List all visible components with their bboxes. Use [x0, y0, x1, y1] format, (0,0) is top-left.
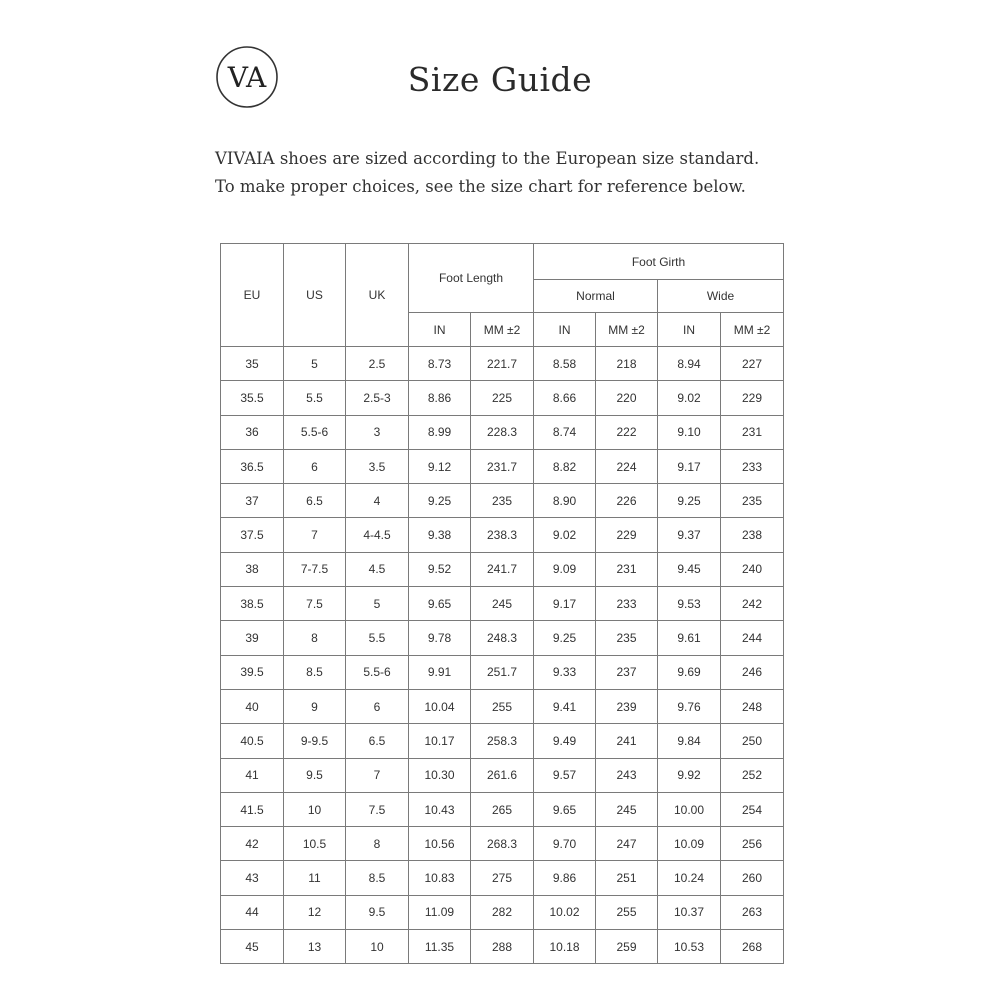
- cell-normal-in: 8.58: [534, 347, 596, 381]
- header-normal: Normal: [534, 280, 658, 313]
- cell-length-in: 8.73: [409, 347, 471, 381]
- table-row: [221, 415, 784, 449]
- cell-length-in: 9.25: [409, 484, 471, 518]
- cell-wide-in: 10.09: [658, 827, 721, 861]
- cell-normal-mm: 218: [596, 347, 658, 381]
- cell-length-in: 9.78: [409, 621, 471, 655]
- page-title: Size Guide: [407, 60, 593, 99]
- cell-length-mm: 225: [471, 381, 534, 415]
- cell-uk: 6.5: [346, 724, 409, 758]
- cell-wide-mm: 260: [721, 861, 784, 895]
- header-us: US: [284, 244, 346, 347]
- cell-normal-mm: 247: [596, 827, 658, 861]
- table-row: [221, 552, 784, 586]
- cell-eu: 35.5: [221, 381, 284, 415]
- cell-uk: 4: [346, 484, 409, 518]
- cell-normal-in: 9.09: [534, 552, 596, 586]
- cell-normal-in: 9.17: [534, 587, 596, 621]
- cell-length-in: 9.65: [409, 587, 471, 621]
- cell-length-in: 8.99: [409, 415, 471, 449]
- cell-normal-in: 9.49: [534, 724, 596, 758]
- cell-length-in: 11.09: [409, 895, 471, 929]
- size-chart-table: [220, 243, 784, 964]
- header-wide-in: IN: [658, 313, 721, 347]
- cell-eu: 36.5: [221, 449, 284, 483]
- cell-eu: 36: [221, 415, 284, 449]
- cell-normal-in: 10.02: [534, 895, 596, 929]
- table-row: [221, 381, 784, 415]
- cell-length-in: 9.91: [409, 655, 471, 689]
- cell-normal-in: 9.70: [534, 827, 596, 861]
- intro-text: [215, 145, 815, 201]
- cell-eu: 44: [221, 895, 284, 929]
- table-row: [221, 895, 784, 929]
- cell-normal-mm: 235: [596, 621, 658, 655]
- cell-normal-mm: 239: [596, 689, 658, 723]
- cell-length-in: 10.56: [409, 827, 471, 861]
- cell-uk: 8.5: [346, 861, 409, 895]
- cell-uk: 3: [346, 415, 409, 449]
- cell-eu: 35: [221, 347, 284, 381]
- table-row: [221, 518, 784, 552]
- cell-us: 12: [284, 895, 346, 929]
- cell-length-in: 10.30: [409, 758, 471, 792]
- cell-wide-mm: 231: [721, 415, 784, 449]
- cell-us: 10: [284, 792, 346, 826]
- vivaia-monogram-icon: [215, 45, 279, 109]
- table-row: [221, 484, 784, 518]
- cell-normal-in: 9.25: [534, 621, 596, 655]
- cell-wide-mm: 268: [721, 930, 784, 964]
- cell-wide-mm: 248: [721, 689, 784, 723]
- cell-normal-mm: 245: [596, 792, 658, 826]
- cell-wide-mm: 233: [721, 449, 784, 483]
- cell-uk: 2.5: [346, 347, 409, 381]
- cell-wide-mm: 256: [721, 827, 784, 861]
- cell-us: 10.5: [284, 827, 346, 861]
- cell-eu: 40: [221, 689, 284, 723]
- cell-wide-mm: 240: [721, 552, 784, 586]
- cell-normal-in: 8.74: [534, 415, 596, 449]
- cell-uk: 7.5: [346, 792, 409, 826]
- header-foot-length: Foot Length: [409, 244, 534, 313]
- cell-length-mm: 258.3: [471, 724, 534, 758]
- header-eu: EU: [221, 244, 284, 347]
- table-row: [221, 655, 784, 689]
- table-row: [221, 347, 784, 381]
- header-length-mm: MM ±2: [471, 313, 534, 347]
- cell-wide-in: 10.53: [658, 930, 721, 964]
- cell-eu: 37.5: [221, 518, 284, 552]
- cell-wide-in: 8.94: [658, 347, 721, 381]
- cell-normal-in: 9.65: [534, 792, 596, 826]
- cell-eu: 41.5: [221, 792, 284, 826]
- cell-wide-mm: 254: [721, 792, 784, 826]
- cell-length-in: 9.38: [409, 518, 471, 552]
- cell-eu: 38.5: [221, 587, 284, 621]
- table-row: [221, 827, 784, 861]
- cell-normal-in: 10.18: [534, 930, 596, 964]
- cell-us: 5.5: [284, 381, 346, 415]
- cell-wide-mm: 238: [721, 518, 784, 552]
- cell-normal-mm: 243: [596, 758, 658, 792]
- cell-wide-in: 9.17: [658, 449, 721, 483]
- cell-eu: 43: [221, 861, 284, 895]
- logo-text: VA: [227, 61, 267, 94]
- cell-length-mm: 221.7: [471, 347, 534, 381]
- header-wide-mm: MM ±2: [721, 313, 784, 347]
- cell-normal-mm: 231: [596, 552, 658, 586]
- cell-wide-mm: 235: [721, 484, 784, 518]
- cell-uk: 9.5: [346, 895, 409, 929]
- cell-normal-mm: 259: [596, 930, 658, 964]
- header-normal-mm: MM ±2: [596, 313, 658, 347]
- cell-us: 8.5: [284, 655, 346, 689]
- cell-uk: 5: [346, 587, 409, 621]
- cell-eu: 41: [221, 758, 284, 792]
- cell-length-mm: 228.3: [471, 415, 534, 449]
- cell-wide-in: 9.45: [658, 552, 721, 586]
- cell-length-mm: 235: [471, 484, 534, 518]
- cell-wide-in: 10.24: [658, 861, 721, 895]
- cell-normal-mm: 251: [596, 861, 658, 895]
- cell-length-mm: 251.7: [471, 655, 534, 689]
- cell-uk: 4-4.5: [346, 518, 409, 552]
- cell-length-mm: 245: [471, 587, 534, 621]
- cell-length-in: 10.83: [409, 861, 471, 895]
- cell-wide-in: 9.10: [658, 415, 721, 449]
- cell-wide-mm: 263: [721, 895, 784, 929]
- table-row: [221, 930, 784, 964]
- cell-length-in: 8.86: [409, 381, 471, 415]
- cell-uk: 4.5: [346, 552, 409, 586]
- cell-wide-mm: 250: [721, 724, 784, 758]
- cell-uk: 3.5: [346, 449, 409, 483]
- cell-us: 7-7.5: [284, 552, 346, 586]
- cell-normal-mm: 229: [596, 518, 658, 552]
- cell-eu: 40.5: [221, 724, 284, 758]
- cell-length-in: 10.17: [409, 724, 471, 758]
- cell-length-mm: 231.7: [471, 449, 534, 483]
- table-row: [221, 587, 784, 621]
- cell-us: 9: [284, 689, 346, 723]
- cell-us: 5: [284, 347, 346, 381]
- cell-eu: 37: [221, 484, 284, 518]
- table-row: [221, 621, 784, 655]
- cell-normal-in: 8.90: [534, 484, 596, 518]
- cell-uk: 8: [346, 827, 409, 861]
- cell-normal-in: 9.33: [534, 655, 596, 689]
- cell-us: 7.5: [284, 587, 346, 621]
- cell-normal-mm: 226: [596, 484, 658, 518]
- cell-eu: 39.5: [221, 655, 284, 689]
- cell-eu: 45: [221, 930, 284, 964]
- cell-length-mm: 288: [471, 930, 534, 964]
- cell-wide-mm: 229: [721, 381, 784, 415]
- cell-wide-in: 9.76: [658, 689, 721, 723]
- table-row: [221, 861, 784, 895]
- cell-length-in: 9.12: [409, 449, 471, 483]
- cell-wide-in: 9.92: [658, 758, 721, 792]
- cell-uk: 6: [346, 689, 409, 723]
- cell-length-mm: 282: [471, 895, 534, 929]
- table-row: [221, 724, 784, 758]
- cell-normal-mm: 220: [596, 381, 658, 415]
- header-normal-in: IN: [534, 313, 596, 347]
- cell-wide-in: 9.61: [658, 621, 721, 655]
- intro-line-2: To make proper choices, see the size chart for reference below.: [215, 177, 746, 196]
- cell-normal-mm: 255: [596, 895, 658, 929]
- cell-length-mm: 255: [471, 689, 534, 723]
- header-uk: UK: [346, 244, 409, 347]
- table-row: [221, 449, 784, 483]
- header-length-in: IN: [409, 313, 471, 347]
- cell-wide-in: 9.69: [658, 655, 721, 689]
- cell-length-mm: 238.3: [471, 518, 534, 552]
- cell-wide-in: 9.37: [658, 518, 721, 552]
- cell-normal-mm: 233: [596, 587, 658, 621]
- cell-normal-in: 9.41: [534, 689, 596, 723]
- cell-length-mm: 275: [471, 861, 534, 895]
- cell-uk: 5.5-6: [346, 655, 409, 689]
- cell-normal-in: 9.57: [534, 758, 596, 792]
- cell-eu: 39: [221, 621, 284, 655]
- cell-us: 9.5: [284, 758, 346, 792]
- cell-normal-mm: 224: [596, 449, 658, 483]
- table-row: [221, 689, 784, 723]
- cell-normal-in: 8.82: [534, 449, 596, 483]
- cell-eu: 42: [221, 827, 284, 861]
- cell-wide-mm: 252: [721, 758, 784, 792]
- cell-uk: 2.5-3: [346, 381, 409, 415]
- cell-length-mm: 261.6: [471, 758, 534, 792]
- cell-wide-mm: 244: [721, 621, 784, 655]
- cell-length-in: 10.04: [409, 689, 471, 723]
- cell-wide-mm: 227: [721, 347, 784, 381]
- cell-wide-in: 9.02: [658, 381, 721, 415]
- cell-normal-in: 9.02: [534, 518, 596, 552]
- cell-us: 6.5: [284, 484, 346, 518]
- cell-us: 9-9.5: [284, 724, 346, 758]
- cell-normal-mm: 241: [596, 724, 658, 758]
- cell-length-in: 11.35: [409, 930, 471, 964]
- cell-length-mm: 241.7: [471, 552, 534, 586]
- cell-length-mm: 268.3: [471, 827, 534, 861]
- cell-uk: 7: [346, 758, 409, 792]
- cell-normal-mm: 237: [596, 655, 658, 689]
- cell-wide-in: 9.53: [658, 587, 721, 621]
- cell-normal-in: 8.66: [534, 381, 596, 415]
- cell-length-in: 9.52: [409, 552, 471, 586]
- table-row: [221, 792, 784, 826]
- cell-uk: 5.5: [346, 621, 409, 655]
- cell-uk: 10: [346, 930, 409, 964]
- cell-wide-in: 9.25: [658, 484, 721, 518]
- cell-us: 8: [284, 621, 346, 655]
- header-foot-girth: Foot Girth: [534, 244, 784, 280]
- cell-wide-mm: 246: [721, 655, 784, 689]
- cell-wide-mm: 242: [721, 587, 784, 621]
- cell-length-mm: 265: [471, 792, 534, 826]
- cell-length-mm: 248.3: [471, 621, 534, 655]
- cell-us: 6: [284, 449, 346, 483]
- cell-wide-in: 10.00: [658, 792, 721, 826]
- header-wide: Wide: [658, 280, 784, 313]
- table-row: [221, 758, 784, 792]
- cell-us: 11: [284, 861, 346, 895]
- cell-us: 7: [284, 518, 346, 552]
- cell-eu: 38: [221, 552, 284, 586]
- cell-normal-mm: 222: [596, 415, 658, 449]
- cell-length-in: 10.43: [409, 792, 471, 826]
- intro-line-1: VIVAIA shoes are sized according to the European size standard.: [215, 149, 760, 168]
- cell-wide-in: 10.37: [658, 895, 721, 929]
- cell-us: 5.5-6: [284, 415, 346, 449]
- cell-us: 13: [284, 930, 346, 964]
- cell-normal-in: 9.86: [534, 861, 596, 895]
- cell-wide-in: 9.84: [658, 724, 721, 758]
- size-table-body: [221, 347, 784, 964]
